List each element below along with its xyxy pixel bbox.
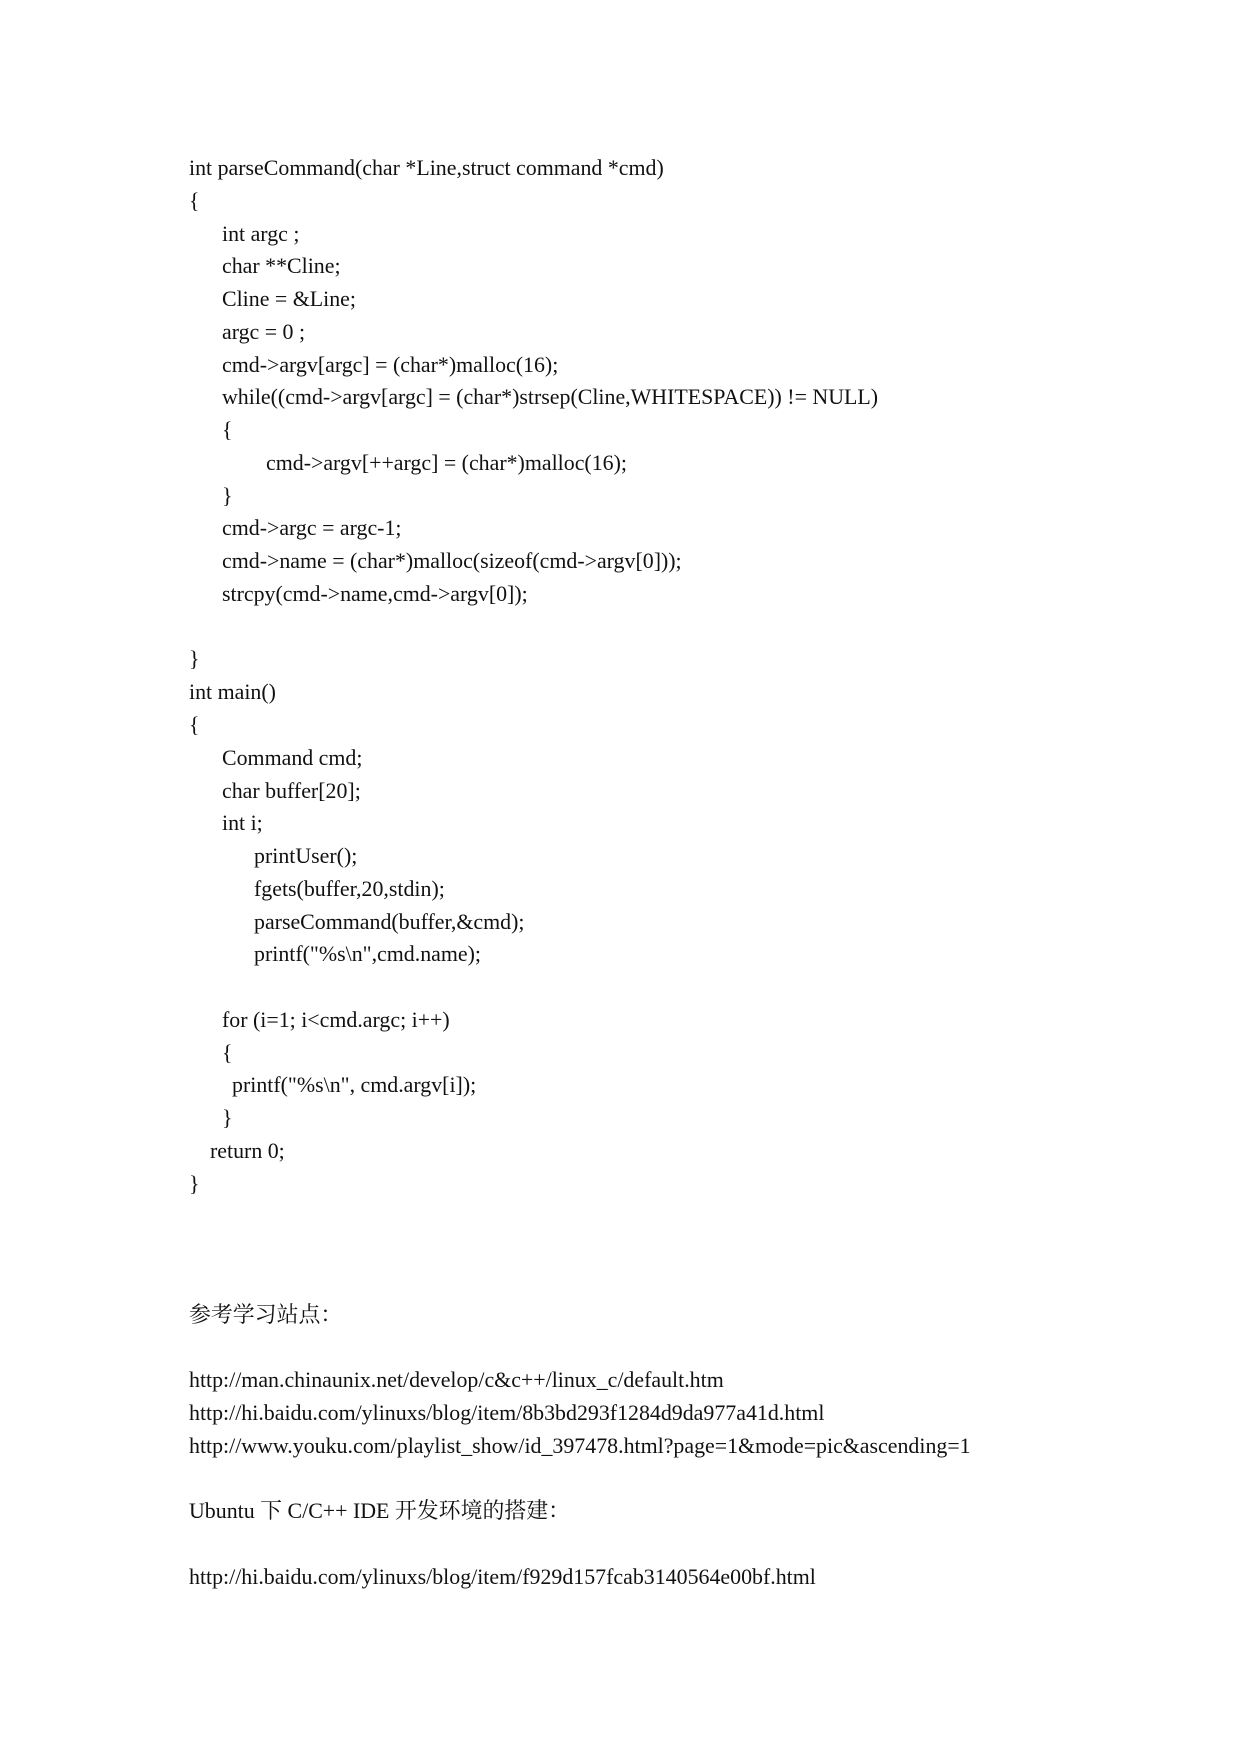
code-line: fgets(buffer,20,stdin); <box>254 875 445 901</box>
code-line: { <box>222 417 233 443</box>
code-line: strcpy(cmd->name,cmd->argv[0]); <box>222 580 528 606</box>
ide-setup-url: http://hi.baidu.com/ylinuxs/blog/item/f929d157fcab3140564e00bf.html <box>189 1563 816 1589</box>
code-line: for (i=1; i<cmd.argc; i++) <box>222 1006 450 1032</box>
code-line: } <box>222 1105 233 1131</box>
reference-url: http://www.youku.com/playlist_show/id_397478.html?page=1&mode=pic&ascending=1 <box>189 1432 971 1458</box>
code-line: Cline = &Line; <box>222 286 356 312</box>
blank-line <box>189 971 1241 1004</box>
code-line: char buffer[20]; <box>222 777 361 803</box>
code-line: } <box>189 1170 200 1196</box>
ide-setup-heading: Ubuntu 下 C/C++ IDE 开发环境的搭建： <box>189 1498 571 1524</box>
code-line: } <box>222 482 233 508</box>
blank-line <box>189 1233 1241 1266</box>
code-line: cmd->argv[argc] = (char*)malloc(16); <box>222 351 559 377</box>
code-line: printf("%s\n", cmd.argv[i]); <box>232 1072 477 1098</box>
code-line: { <box>222 1039 233 1065</box>
code-line: parseCommand(buffer,&cmd); <box>254 908 525 934</box>
code-line: int i; <box>222 810 263 836</box>
code-line: Command cmd; <box>222 744 363 770</box>
reference-url: http://hi.baidu.com/ylinuxs/blog/item/8b3bd293f1284d9da977a41d.html <box>189 1400 825 1426</box>
references-section <box>189 1299 1241 1463</box>
code-line: argc = 0 ; <box>222 318 306 344</box>
code-line: cmd->argv[++argc] = (char*)malloc(16); <box>266 449 627 475</box>
blank-line <box>189 1463 1241 1496</box>
code-line: } <box>189 646 200 672</box>
code-line: char **Cline; <box>222 253 341 279</box>
code-line: cmd->argc = argc-1; <box>222 515 402 541</box>
code-line: printUser(); <box>254 843 358 869</box>
code-line: printf("%s\n",cmd.name); <box>254 941 481 967</box>
code-line: while((cmd->argv[argc] = (char*)strsep(Cline,WHITESPACE)) != NULL) <box>222 384 879 410</box>
code-line: int parseCommand(char *Line,struct command *cmd) <box>189 155 664 180</box>
reference-url: http://man.chinaunix.net/develop/c&c++/linux_c/default.htm <box>189 1367 724 1393</box>
code-line: int argc ; <box>222 220 300 246</box>
blank-line <box>189 1528 1241 1561</box>
blank-line <box>189 1201 1241 1234</box>
code-line: int main() <box>189 679 276 705</box>
code-line: { <box>189 187 200 213</box>
code-line: { <box>189 712 200 738</box>
ide-setup-section <box>189 1495 1241 1593</box>
blank-line <box>189 611 1241 644</box>
references-heading: 参考学习站点： <box>189 1301 343 1327</box>
blank-line <box>189 1266 1241 1299</box>
code-block <box>189 152 1241 1201</box>
code-line: return 0; <box>210 1137 285 1163</box>
blank-line <box>189 1332 1241 1365</box>
code-line: cmd->name = (char*)malloc(sizeof(cmd->argv[0])); <box>222 548 682 574</box>
